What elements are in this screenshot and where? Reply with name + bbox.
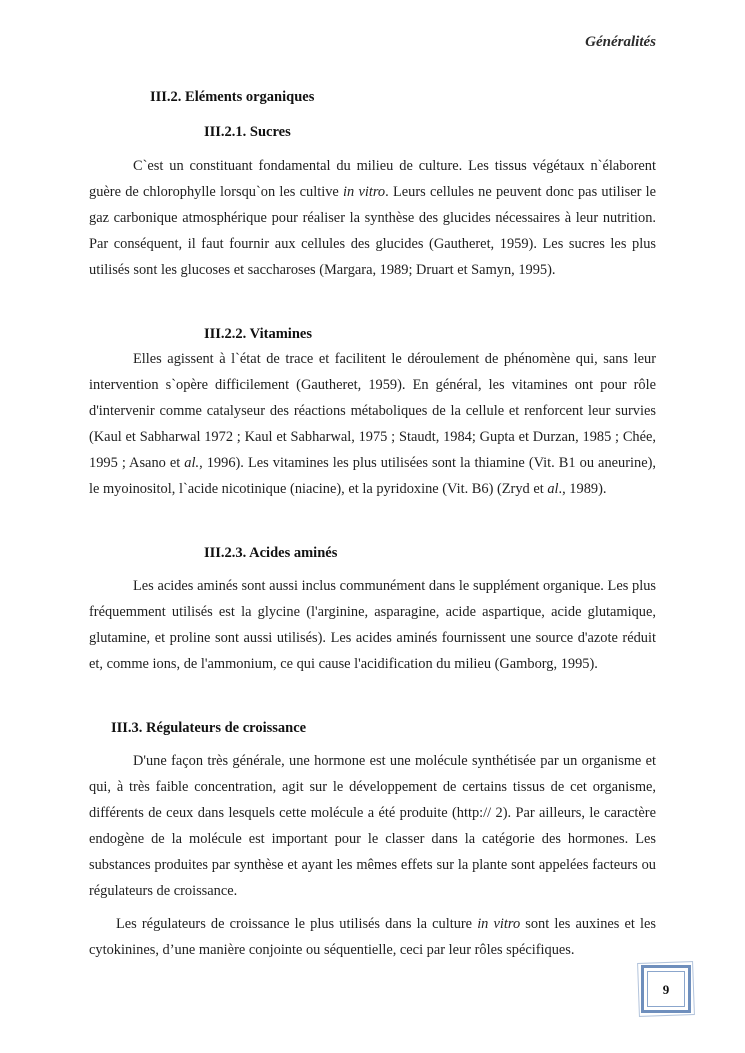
paragraph-vitamines-part-1: Elles agissent à l`état de trace et facilitent le déroulement de phénomène qui, sans leur intervention s`opère difficilement (Gautheret, 1959). En général, les vitamines ont pour rôle d'intervenir comme catalyseur des réactions métaboliques de la cellule et renforcent leur survies (Kaul et Sabharwal 1972 ; Kaul et Sabharwal, 1975 ; Staudt, 1984; Gupta et Durzan, 1985 ; Chée, 1995 ; Asano et xyxy=(89,351,656,471)
paragraph-vitamines xyxy=(89,346,656,502)
running-header: Généralités xyxy=(585,34,656,50)
section-title-regulateurs: III.3. Régulateurs de croissance xyxy=(111,720,307,736)
paragraph-vitamines-part-3: , 1996). Les vitamines les plus utilisées sont la thiamine (Vit. B1 ou aneurine), le myoinositol, l`acide nicotinique (niacine), et la pyridoxine (Vit. B6) (Zryd et xyxy=(89,455,656,497)
subsection-title-vitamines: III.2.2. Vitamines xyxy=(204,326,312,342)
paragraph-vitamines-italic-al-2: al xyxy=(547,481,559,497)
subsection-title-acides-amines: III.2.3. Acides aminés xyxy=(204,545,338,561)
paragraph-sucres-part-1: C`est un constituant fondamental du milieu de culture. Les tissus végétaux n`élaborent guère de chlorophylle lorsqu`on les cultive xyxy=(89,158,656,200)
paragraph-vitamines-italic-al-1: al. xyxy=(184,455,200,471)
section-title-elements-organiques: III.2. Eléments organiques xyxy=(150,89,315,105)
paragraph-regulateurs-2-italic-in-vitro: in vitro xyxy=(477,916,521,932)
paragraph-vitamines-part-5: ., 1989). xyxy=(558,481,607,497)
paragraph-regulateurs-2 xyxy=(89,911,656,963)
paragraph-regulateurs-2-part-1: Les régulateurs de croissance le plus utilisés dans la culture xyxy=(116,916,478,932)
paragraph-sucres xyxy=(89,153,656,283)
page-number: 9 xyxy=(662,982,670,997)
subsection-title-sucres: III.2.1. Sucres xyxy=(204,124,291,140)
paragraph-regulateurs-2-part-3: sont les auxines et les cytokinines, d’une manière conjointe ou séquentielle, ceci par leur rôles spécifiques. xyxy=(89,916,656,958)
page-number-frame xyxy=(641,965,691,1013)
paragraph-sucres-part-3: . Leurs cellules ne peuvent donc pas utiliser le gaz carbonique atmosphérique pour réaliser la synthèse des glucides nécessaires à leur nutrition. Par conséquent, il faut fournir aux cellules des glucides (Gautheret, 1959). Les sucres les plus utilisés sont les glucoses et saccharoses (Margara, 1989; Druart et Samyn, 1995). xyxy=(89,184,657,278)
paragraph-sucres-italic-in-vitro: in vitro xyxy=(343,184,386,200)
paragraph-regulateurs-1: D'une façon très générale, une hormone est une molécule synthétisée par un organisme et qui, à très faible concentration, agit sur le développement de certains tissus de cet organisme, différents de ceux dans lesquels cette molécule a été produite (http:// 2). Par ailleurs, le caractère endogène de la molécule est important pour le classer dans la catégorie des hormones. Les substances produites par synthèse et ayant les mêmes effets sur la plante sont appelées facteurs ou régulateurs de croissance. xyxy=(89,753,656,899)
paragraph-acides-amines: Les acides aminés sont aussi inclus communément dans le supplément organique. Les plus fréquemment utilisés est la glycine (l'arginine, asparagine, acide aspartique, acide glutamique, glutamine, et proline sont aussi utilisés). Les acides aminés fournissent une source d'azote réduit et, comme ions, de l'ammonium, ce qui cause l'acidification du milieu (Gamborg, 1995). xyxy=(89,578,656,672)
